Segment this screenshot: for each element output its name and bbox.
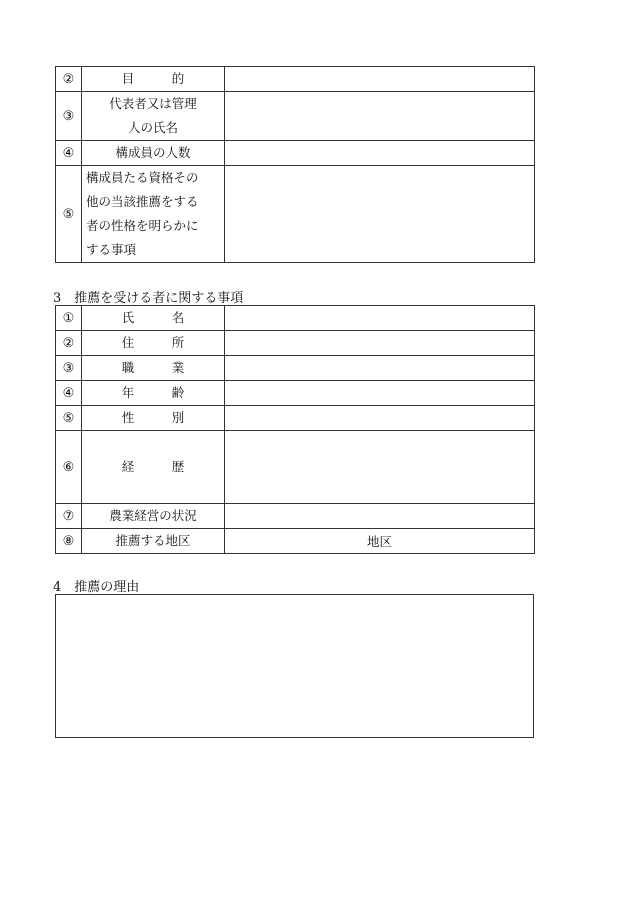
row-number: ③ — [56, 92, 82, 141]
table-row — [56, 306, 535, 331]
table-row — [56, 381, 535, 406]
career-label: 経 歴 — [82, 431, 225, 504]
representative-name-label: 代表者又は管理 人の氏名 — [82, 92, 225, 141]
row-number: ⑧ — [56, 529, 82, 554]
table-row — [56, 166, 535, 263]
career-field[interactable] — [225, 431, 535, 504]
occupation-label: 職 業 — [82, 356, 225, 381]
table-row — [56, 504, 535, 529]
table-row — [56, 67, 535, 92]
row-number: ⑥ — [56, 431, 82, 504]
table-row — [56, 141, 535, 166]
purpose-field[interactable] — [225, 67, 535, 92]
age-label: 年 齢 — [82, 381, 225, 406]
table-row — [56, 356, 535, 381]
member-qualification-field[interactable] — [225, 166, 535, 263]
table-row — [56, 92, 535, 141]
name-label: 氏 名 — [82, 306, 225, 331]
district-field[interactable]: 地区 — [225, 529, 535, 554]
farm-management-label: 農業経営の状況 — [82, 504, 225, 529]
row-number: ⑦ — [56, 504, 82, 529]
gender-label: 性 別 — [82, 406, 225, 431]
member-qualification-label: 構成員たる資格その 他の当該推薦をする 者の性格を明らかに する事項 — [82, 166, 225, 263]
address-label: 住 所 — [82, 331, 225, 356]
row-number: ② — [56, 67, 82, 92]
table-row — [56, 331, 535, 356]
member-count-label: 構成員の人数 — [82, 141, 225, 166]
row-number: ⑤ — [56, 406, 82, 431]
row-number: ④ — [56, 381, 82, 406]
table-row — [56, 431, 535, 504]
member-count-field[interactable] — [225, 141, 535, 166]
row-number: ② — [56, 331, 82, 356]
organization-info-table — [55, 66, 535, 263]
district-label: 推薦する地区 — [82, 529, 225, 554]
row-number: ③ — [56, 356, 82, 381]
row-number: ④ — [56, 141, 82, 166]
table-row — [56, 529, 535, 554]
farm-management-field[interactable] — [225, 504, 535, 529]
name-field[interactable] — [225, 306, 535, 331]
row-number: ① — [56, 306, 82, 331]
row-number: ⑤ — [56, 166, 82, 263]
gender-field[interactable] — [225, 406, 535, 431]
purpose-label: 目 的 — [82, 67, 225, 92]
occupation-field[interactable] — [225, 356, 535, 381]
reason-textbox[interactable] — [55, 594, 534, 738]
table-row — [56, 406, 535, 431]
address-field[interactable] — [225, 331, 535, 356]
age-field[interactable] — [225, 381, 535, 406]
candidate-info-table — [55, 305, 535, 554]
section4-heading: 4 推薦の理由 — [53, 580, 140, 595]
section3-heading: 3 推薦を受ける者に関する事項 — [53, 291, 244, 306]
representative-name-field[interactable] — [225, 92, 535, 141]
